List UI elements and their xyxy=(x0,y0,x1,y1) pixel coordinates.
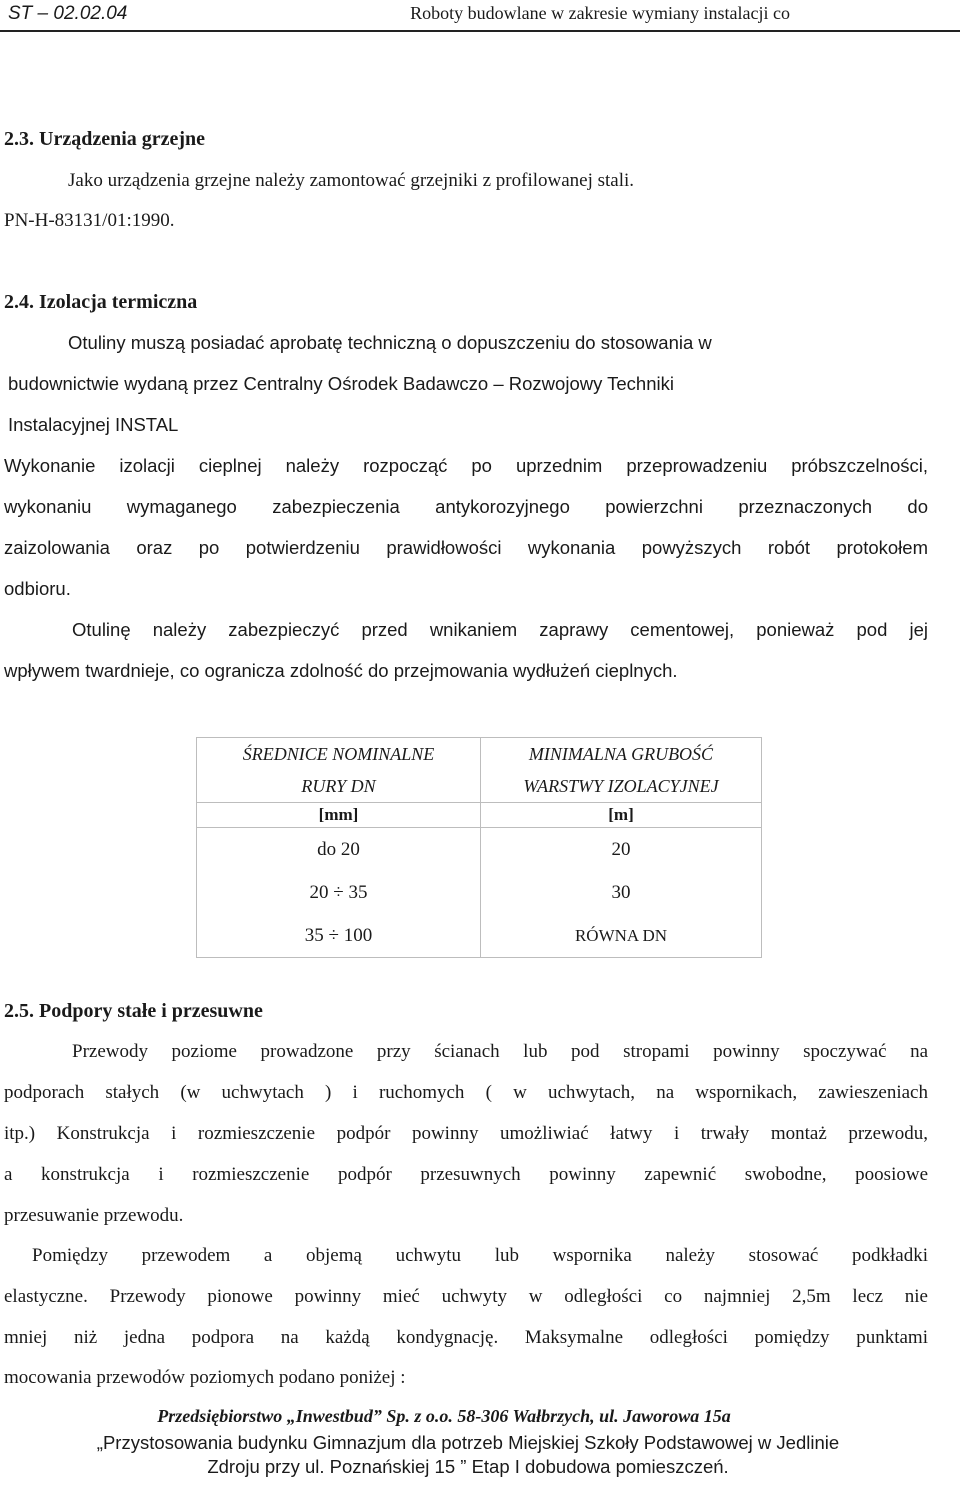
paragraph-line: mocowania przewodów poziomych podano poniżej : xyxy=(4,1367,406,1388)
dn-cell: 35 ÷ 100 xyxy=(197,914,481,958)
col2-unit: [m] xyxy=(481,803,762,828)
section-2-3-heading: 2.3. Urządzenia grzejne xyxy=(4,128,206,150)
paragraph-line: itp.) Konstrukcja i rozmieszczenie podpór powinny umożliwiać łatwy i trwały montaż przewodu, xyxy=(4,1123,928,1144)
paragraph-line: Pomiędzy przewodem a objemą uchwytu lub wspornika należy stosować podkładki xyxy=(32,1245,928,1266)
paragraph-line: budownictwie wydaną przez Centralny Ośrodek Badawczo – Rozwojowy Techniki xyxy=(8,373,674,394)
paragraph-line: wpływem twardnieje, co ogranicza zdolność do przejmowania wydłużeń cieplnych. xyxy=(4,660,678,681)
paragraph-line: a konstrukcja i rozmieszczenie podpór przesuwnych powinny zapewnić swobodne, poosiowe xyxy=(4,1164,928,1185)
col2-header-line2: WARSTWY IZOLACYJNEJ xyxy=(523,776,719,796)
paragraph-line: Otuliny muszą posiadać aprobatę techniczną o dopuszczeniu do stosowania w xyxy=(68,332,712,353)
col1-header-line2: RURY DN xyxy=(301,776,376,796)
col1-header-line1: ŚREDNICE NOMINALNE xyxy=(242,744,435,764)
paragraph-line: odbioru. xyxy=(4,578,71,599)
header-divider xyxy=(0,30,960,32)
paragraph-line: Instalacyjnej INSTAL xyxy=(8,414,179,435)
thickness-cell: 30 xyxy=(481,871,762,914)
paragraph-line: zaizolowania oraz po potwierdzeniu prawidłowości wykonania powyższych robót protokołem xyxy=(4,537,928,558)
col2-header xyxy=(481,738,762,803)
col1-unit: [mm] xyxy=(197,803,481,828)
footer-project-line2: Zdroju przy ul. Poznańskiej 15 ” Etap I dobudowa pomieszczeń. xyxy=(207,1456,729,1477)
section-2-4-heading: 2.4. Izolacja termiczna xyxy=(4,291,198,313)
document-code: ST – 02.02.04 xyxy=(8,3,128,24)
insulation-thickness-table xyxy=(196,737,762,958)
section-2-3-text: Jako urządzenia grzejne należy zamontować grzejniki z profilowanej stali. xyxy=(68,170,635,191)
footer-project-line1: „Przystosowania budynku Gimnazjum dla potrzeb Miejskiej Szkoły Podstawowej w Jedlinie xyxy=(96,1432,840,1453)
paragraph-line: podporach stałych (w uchwytach ) i ruchomych ( w uchwytach, na wspornikach, zawieszeniach xyxy=(4,1082,928,1103)
document-title: Roboty budowlane w zakresie wymiany instalacji co xyxy=(410,3,790,23)
paragraph-line: mniej niż jedna podpora na każdą kondygnację. Maksymalne odległości pomiędzy punktami xyxy=(4,1327,928,1348)
thickness-cell: 20 xyxy=(481,828,762,872)
paragraph-line: przesuwanie przewodu. xyxy=(4,1205,184,1226)
paragraph-line: elastyczne. Przewody pionowe powinny mieć uchwyty w odległości co najmniej 2,5m lecz nie xyxy=(4,1286,928,1307)
paragraph-line: wykonaniu wymaganego zabezpieczenia antykorozyjnego powierzchni przeznaczonych do xyxy=(4,496,928,517)
paragraph-line: Otulinę należy zabezpieczyć przed wnikaniem zaprawy cementowej, ponieważ pod jej xyxy=(72,619,928,640)
dn-cell: 20 ÷ 35 xyxy=(197,871,481,914)
section-2-3-standard: PN-H-83131/01:1990. xyxy=(4,210,175,231)
paragraph-line: Wykonanie izolacji cieplnej należy rozpocząć po uprzednim przeprowadzeniu próbszczelności, xyxy=(4,455,928,476)
paragraph-line: Przewody poziome prowadzone przy ścianach lub pod stropami powinny spoczywać na xyxy=(72,1041,928,1062)
section-2-5-heading: 2.5. Podpory stałe i przesuwne xyxy=(4,1000,263,1022)
dn-cell: do 20 xyxy=(197,828,481,872)
col1-header xyxy=(197,738,481,803)
footer-company: Przedsiębiorstwo „Inwestbud” Sp. z o.o. 58-306 Wałbrzych, ul. Jaworowa 15a xyxy=(157,1406,731,1426)
thickness-cell: RÓWNA DN xyxy=(481,914,762,958)
col2-header-line1: MINIMALNA GRUBOŚĆ xyxy=(528,744,714,764)
